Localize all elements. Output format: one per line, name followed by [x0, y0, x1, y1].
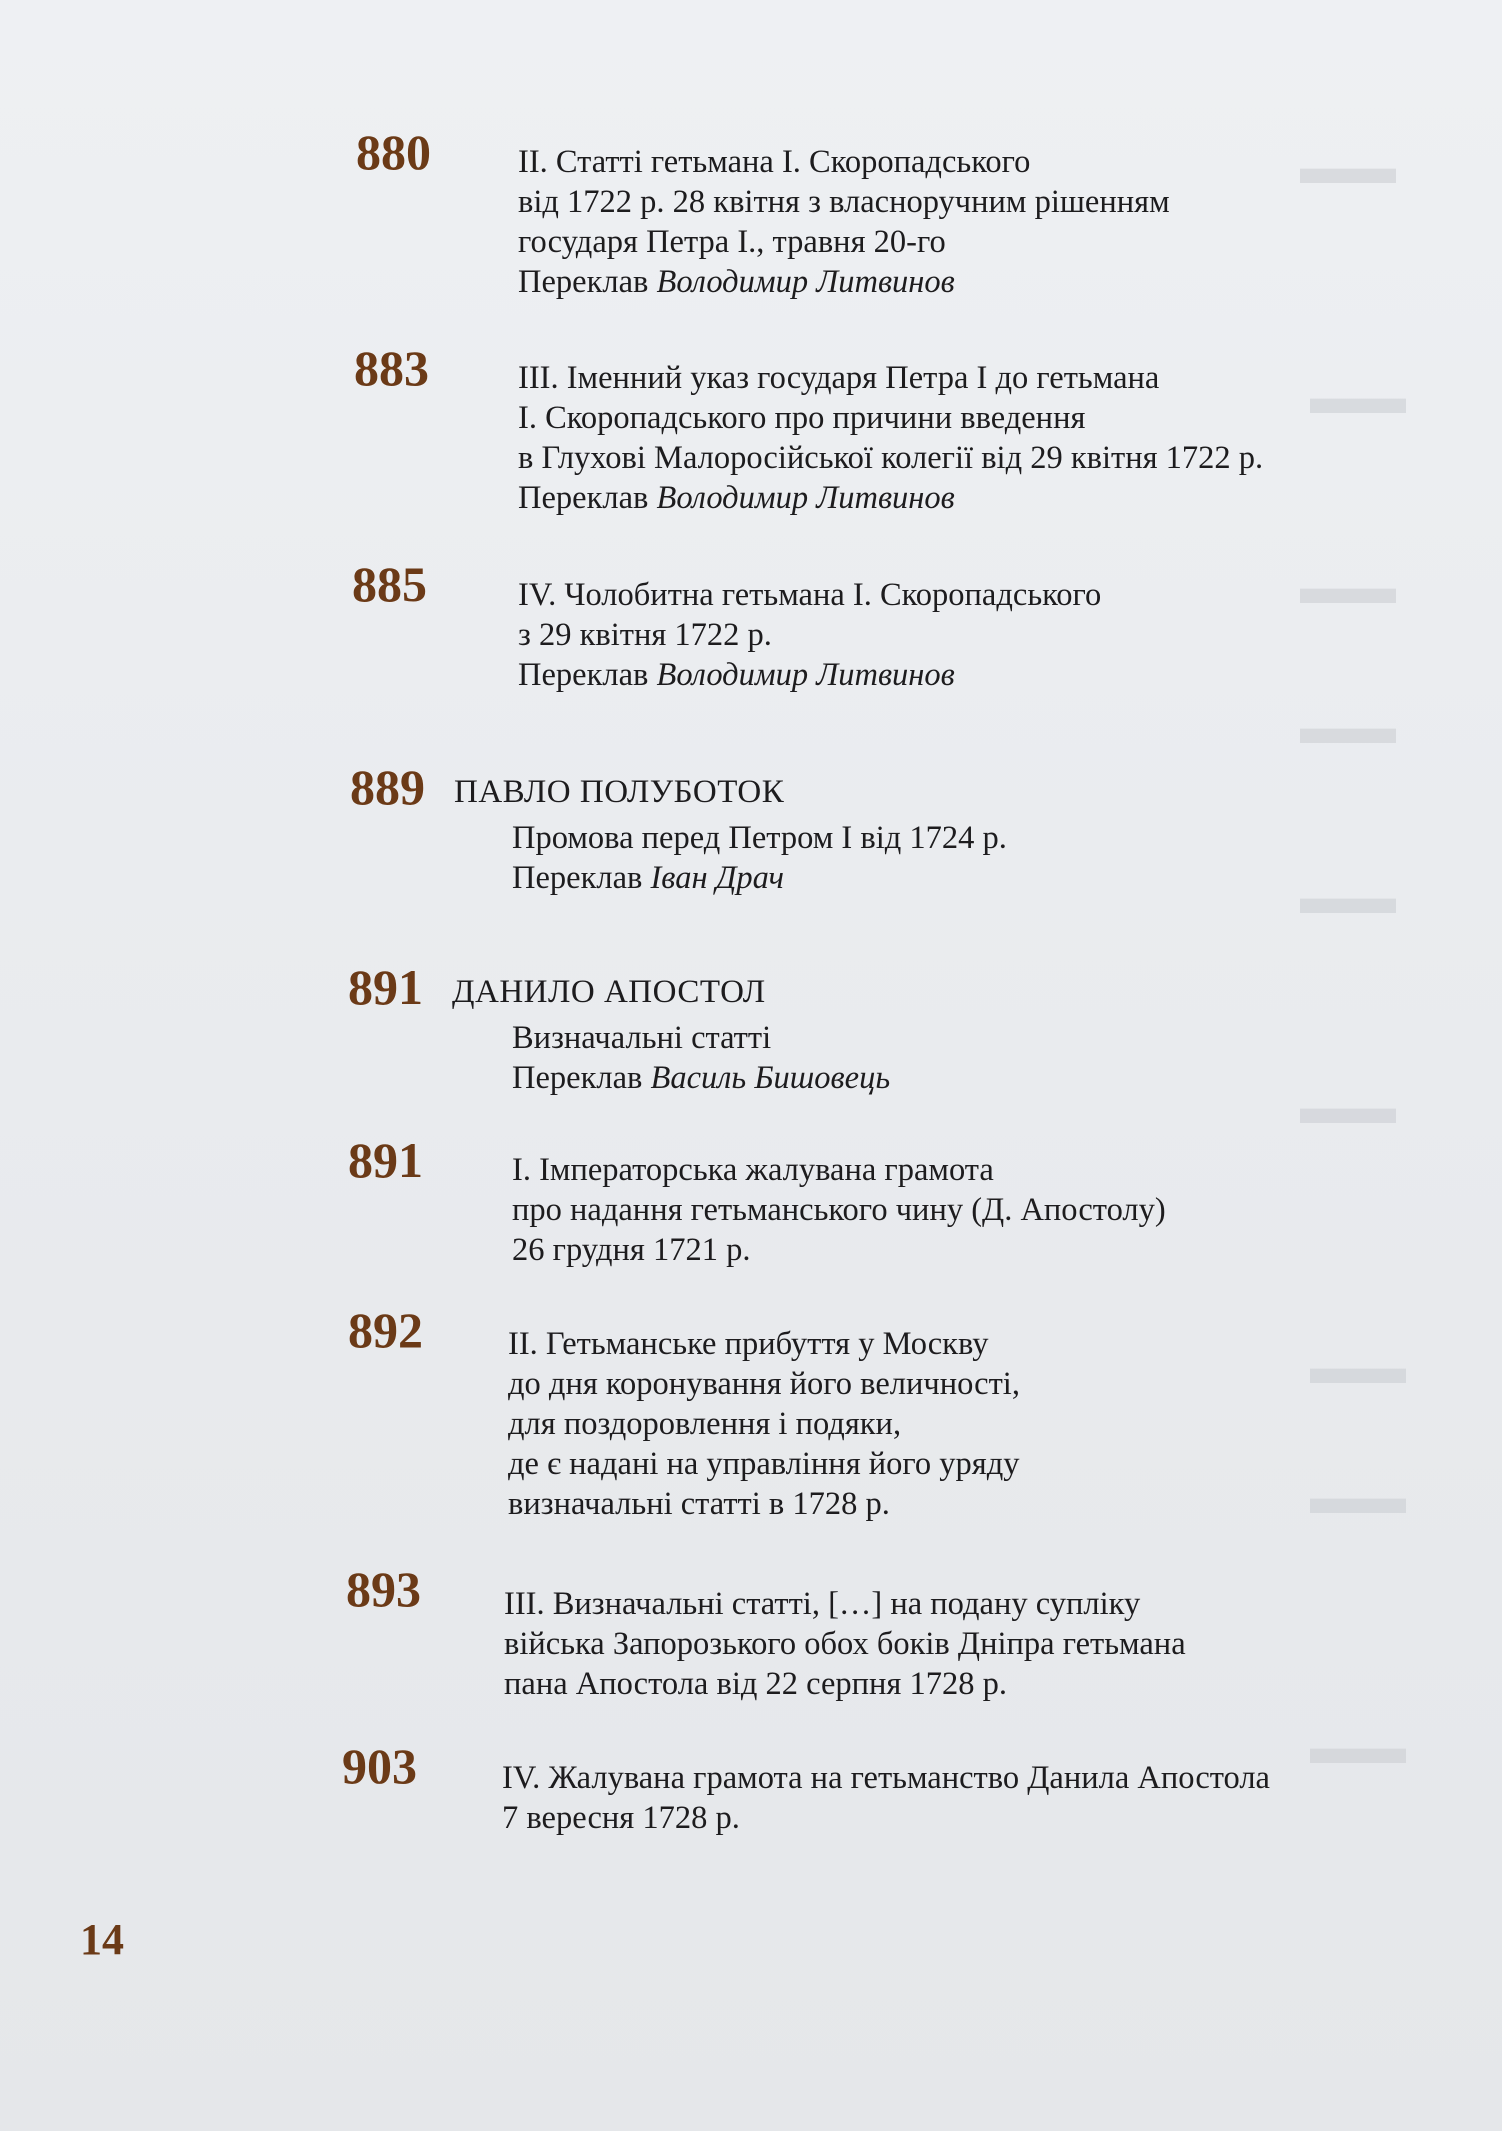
entry-text — [512, 1018, 890, 1098]
entry-line: 7 вересня 1728 р. — [502, 1800, 740, 1836]
entry-translator-line — [518, 262, 1170, 302]
entry-line: в Глухові Малоросійської колегії від 29 квітня 1722 р. — [518, 440, 1264, 476]
page-folio: 14 — [80, 1915, 124, 1964]
entry-line: ІІ. Статті гетьмана І. Скоропадського — [518, 144, 1031, 180]
entry-line: IV. Чолобитна гетьмана І. Скоропадського — [518, 577, 1102, 613]
translator-prefix: Переклав — [512, 1060, 651, 1096]
translator-prefix: Переклав — [518, 480, 657, 516]
entry-page-number: 880 — [356, 124, 431, 180]
author-name: ПАВЛО ПОЛУБОТОК — [454, 774, 785, 810]
entry-text — [512, 818, 1007, 898]
translator-name: Володимир Литвинов — [656, 657, 955, 693]
entry-line: ІІ. Гетьманське прибуття у Москву — [508, 1326, 989, 1362]
entry-translator-line — [512, 858, 1007, 898]
entry-line: Промова перед Петром І від 1724 р. — [512, 820, 1007, 856]
author-name: ДАНИЛО АПОСТОЛ — [452, 974, 766, 1010]
entry-line: пана Апостола від 22 серпня 1728 р. — [504, 1666, 1007, 1702]
entry-page-number: 893 — [346, 1561, 421, 1617]
entry-line: ІІІ. Визначальні статті, […] на подану супліку — [504, 1586, 1141, 1622]
entry-line: І. Скоропадського про причини введення — [518, 400, 1086, 436]
entry-line: ІІІ. Іменний указ государя Петра І до гетьмана — [518, 360, 1160, 396]
entry-page-number: 885 — [352, 556, 427, 612]
entry-text — [508, 1324, 1020, 1524]
entry-text — [512, 1150, 1166, 1270]
entry-author — [454, 772, 784, 812]
entry-text — [518, 358, 1263, 518]
entry-line: до дня коронування його величності, — [508, 1366, 1020, 1402]
entry-page-number: 903 — [342, 1738, 417, 1794]
entry-line: IV. Жалувана грамота на гетьманство Данила Апостола — [502, 1760, 1270, 1796]
entry-page-number: 891 — [348, 1132, 423, 1188]
entry-line: де є надані на управління його уряду — [508, 1446, 1020, 1482]
entry-page-number: 892 — [348, 1302, 423, 1358]
translator-prefix: Переклав — [518, 657, 657, 693]
entry-line: з 29 квітня 1722 р. — [518, 617, 772, 653]
entry-line: війська Запорозького обох боків Дніпра гетьмана — [504, 1626, 1186, 1662]
entry-line: від 1722 р. 28 квітня з власноручним рішенням — [518, 184, 1170, 220]
entry-translator-line — [518, 655, 1101, 695]
translator-prefix: Переклав — [512, 860, 651, 896]
entry-line: государя Петра І., травня 20-го — [518, 224, 946, 260]
translator-name: Іван Драч — [650, 860, 784, 896]
entry-line: про надання гетьманського чину (Д. Апостолу) — [512, 1192, 1166, 1228]
entry-line: Визначальні статті — [512, 1020, 772, 1056]
entry-line: 26 грудня 1721 р. — [512, 1232, 751, 1268]
entry-page-number: 883 — [354, 340, 429, 396]
book-page: ▬▬ ▬▬ ▬▬ ▬▬ ▬▬ ▬▬ ▬▬ ▬▬ ▬▬ 880 ІІ. Статті гетьмана І. Скоропадського від 1722 р. 28 квітня з власноручним рішенням государя Петра І., травня 20-го Переклав Володимир Литвинов 883 ІІІ. Іменний указ государя Петра І до гетьмана І. Скоропадського про причини введення в Глухові Малоросійської колегії від 29 квітня 1722 р. Переклав Володимир Литвинов 885 IV. Чолобитна гетьмана І. Скоропадського з 29 квітня 1722 р. Переклав Володимир Литвинов 889 ПАВЛО ПОЛУБОТОК Промова перед Петром І від 1724 р. Переклав Іван Драч 891 ДАНИЛО АПОСТОЛ Визначальні статті Переклав Василь Бишовець 891 І. Імператорська жалувана грамота про надання гетьманського чину (Д. Апостолу) 26 грудня 1721 р. 892 ІІ. Гетьманське прибуття у Москву до дня коронування його величності, для поздоровлення і подяки, де є надані на управління його уряду визначальні статті в 1728 р. 893 ІІІ. Визначальні статті, […] на подану супліку війська Запорозького обох боків Дніпра гетьмана пана Апостола від 22 серпня 1728 р. 903 IV. Жалувана грамота на гетьманство Данила Апостола 7 вересня 1728 р. 14 — [0, 0, 1502, 2131]
entry-text — [504, 1584, 1186, 1704]
entry-line: для поздоровлення і подяки, — [508, 1406, 902, 1442]
translator-name: Василь Бишовець — [650, 1060, 891, 1096]
entry-translator-line — [512, 1058, 890, 1098]
entry-page-number: 889 — [350, 759, 425, 815]
entry-author — [452, 972, 766, 1012]
entry-line: І. Імператорська жалувана грамота — [512, 1152, 994, 1188]
translator-prefix: Переклав — [518, 264, 657, 300]
entry-translator-line — [518, 478, 1263, 518]
entry-text — [518, 142, 1170, 302]
entry-page-number: 891 — [348, 959, 423, 1015]
entry-line: визначальні статті в 1728 р. — [508, 1486, 890, 1522]
translator-name: Володимир Литвинов — [656, 264, 955, 300]
entry-text — [502, 1758, 1270, 1838]
translator-name: Володимир Литвинов — [656, 480, 955, 516]
entry-text — [518, 575, 1101, 695]
